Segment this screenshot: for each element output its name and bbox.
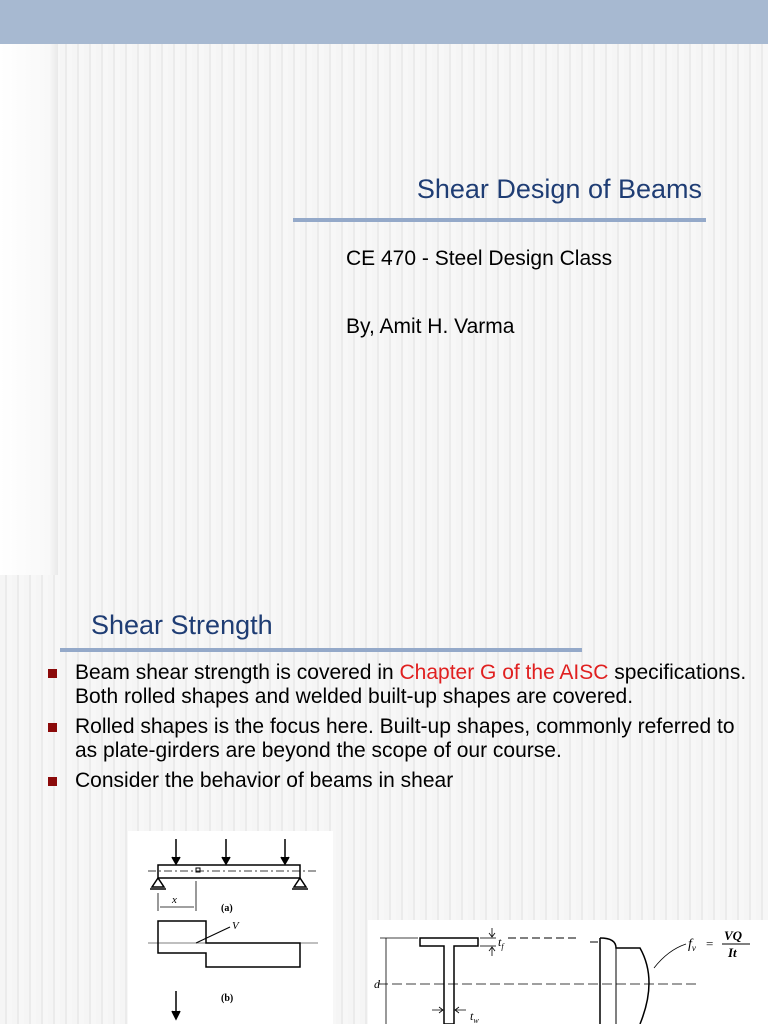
roller-support	[294, 878, 306, 887]
left-margin-shade	[0, 44, 58, 575]
slide-title: Shear Design of Beams	[416, 174, 702, 204]
square-bullet-icon	[48, 777, 57, 786]
shear-stress-curve	[600, 938, 649, 1024]
slide-title: Shear Strength	[91, 610, 273, 640]
equation-denominator: It	[728, 945, 737, 960]
load-arrowhead	[281, 857, 289, 864]
title-underline	[293, 218, 706, 222]
bullet-text: Consider the behavior of beams in shear	[75, 769, 454, 792]
tf-arrow	[489, 928, 495, 937]
d-label: d	[374, 977, 380, 991]
top-banner	[0, 0, 768, 44]
square-bullet-icon	[48, 723, 57, 732]
load-arrowhead	[172, 857, 180, 864]
beam-shear-figure	[128, 831, 333, 1024]
equation-equals: =	[706, 936, 714, 951]
tw-arrow	[455, 1007, 466, 1013]
course-subtitle: CE 470 - Steel Design Class	[346, 247, 613, 270]
tw-arrow	[432, 1007, 443, 1013]
author-line: By, Amit H. Varma	[346, 315, 515, 338]
bullet-text: Rolled shapes is the focus here. Built-up shapes, commonly referred to as plate-girders are beyond the scope of our course.	[75, 715, 735, 762]
equation-numerator: VQ	[724, 928, 743, 943]
i-section-shear-stress	[368, 920, 768, 1024]
reaction-arrowhead	[172, 1011, 180, 1019]
aisc-chapter-highlight: Chapter G of the AISC	[399, 661, 609, 684]
bullet-text: Beam shear strength is covered in	[75, 661, 400, 684]
bullet-text-cont: specifications. Both rolled shapes and welded built-up shapes are covered.	[75, 661, 747, 708]
shear-pointer	[196, 927, 230, 943]
label-b: (b)	[221, 993, 234, 1004]
tf-arrow	[489, 947, 495, 956]
tf-label: $t_f$	[498, 935, 504, 951]
title-underline	[60, 648, 582, 652]
beam-body	[158, 865, 300, 878]
square-bullet-icon	[48, 669, 57, 678]
bullet-list	[48, 661, 748, 799]
equation-lhs: $f_v$	[688, 937, 696, 953]
tw-label: $t_w$	[470, 1009, 479, 1024]
beam-shear-diagram	[128, 831, 333, 1024]
label-a: (a)	[221, 903, 233, 914]
v-label: V	[232, 920, 239, 932]
equation-pointer	[654, 944, 686, 968]
pin-support	[152, 878, 164, 887]
i-section-figure	[368, 920, 768, 1024]
load-arrowhead	[222, 857, 230, 864]
bullet-item	[48, 769, 748, 793]
content-slide	[0, 575, 768, 1024]
beam-element-marker	[196, 868, 200, 872]
bullet-item	[48, 661, 748, 709]
bullet-item	[48, 715, 748, 763]
x-label: x	[172, 894, 177, 906]
